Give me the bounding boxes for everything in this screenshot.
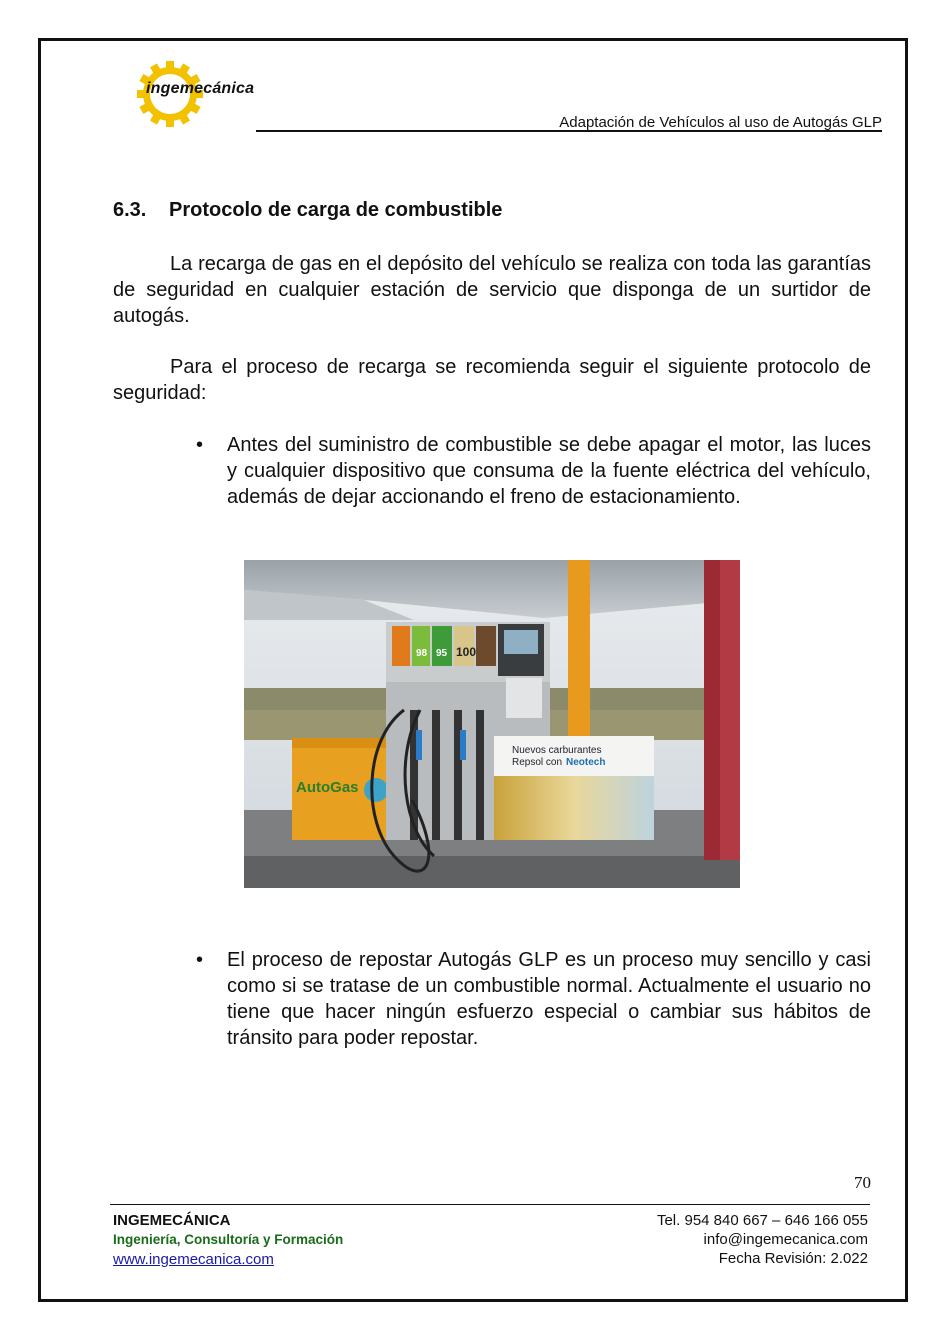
autogas-label: AutoGas bbox=[296, 779, 359, 796]
footer-divider bbox=[110, 1204, 870, 1205]
footer-phone: Tel. 954 840 667 – 646 166 055 bbox=[656, 1212, 868, 1229]
page-number: 70 bbox=[854, 1173, 871, 1192]
footer-revision-date: Fecha Revisión: 2.022 bbox=[718, 1250, 868, 1267]
logo-text: ingemecánica bbox=[146, 80, 255, 97]
bullet-icon: • bbox=[196, 434, 204, 456]
section-heading bbox=[113, 199, 502, 222]
company-logo bbox=[130, 58, 270, 130]
header-divider bbox=[256, 130, 882, 132]
document-title: Adaptación de Vehículos al uso de Autogás GLP bbox=[559, 114, 882, 131]
bullet-text: El proceso de repostar Autogás GLP es un proceso muy sencillo y casi como si se tratase de un combustible normal. Actualmente el usuario no tiene que hacer ningún esfuerzo especial o cambiar sus hábitos de tránsito para poder repostar. bbox=[227, 949, 871, 1049]
bullet-item-2 bbox=[196, 947, 871, 1051]
footer-website-link[interactable]: www.ingemecanica.com bbox=[113, 1251, 274, 1268]
bullet-icon: • bbox=[196, 949, 204, 971]
panel-line-1: Nuevos carburantes bbox=[512, 745, 602, 756]
fuel-95-label: 95 bbox=[436, 648, 448, 659]
footer-tagline: Ingeniería, Consultoría y Formación bbox=[113, 1232, 344, 1247]
paragraph-1: La recarga de gas en el depósito del vehículo se realiza con toda las garantías de seguridad en cualquier estación de servicio que disponga de un surtidor de autogás. bbox=[113, 253, 871, 327]
fuel-100-label: 100 bbox=[456, 645, 477, 659]
bullet-text: Antes del suministro de combustible se debe apagar el motor, las luces y cualquier dispositivo que consuma de la fuente eléctrica del vehículo, además de dejar accionando el freno de estacionamiento. bbox=[227, 434, 871, 508]
fuel-pump-photo bbox=[244, 560, 740, 888]
section-title: Protocolo de carga de combustible bbox=[169, 199, 503, 221]
panel-line-2: Repsol con bbox=[512, 757, 563, 768]
bullet-item-1 bbox=[196, 432, 871, 510]
footer-email: info@ingemecanica.com bbox=[703, 1231, 868, 1248]
fuel-98-label: 98 bbox=[416, 648, 428, 659]
paragraph-2: Para el proceso de recarga se recomienda seguir el siguiente protocolo de seguridad: bbox=[113, 356, 871, 404]
footer-company: INGEMECÁNICA bbox=[113, 1212, 231, 1229]
panel-brand: Neotech bbox=[566, 757, 606, 768]
section-number: 6.3. bbox=[113, 199, 147, 221]
